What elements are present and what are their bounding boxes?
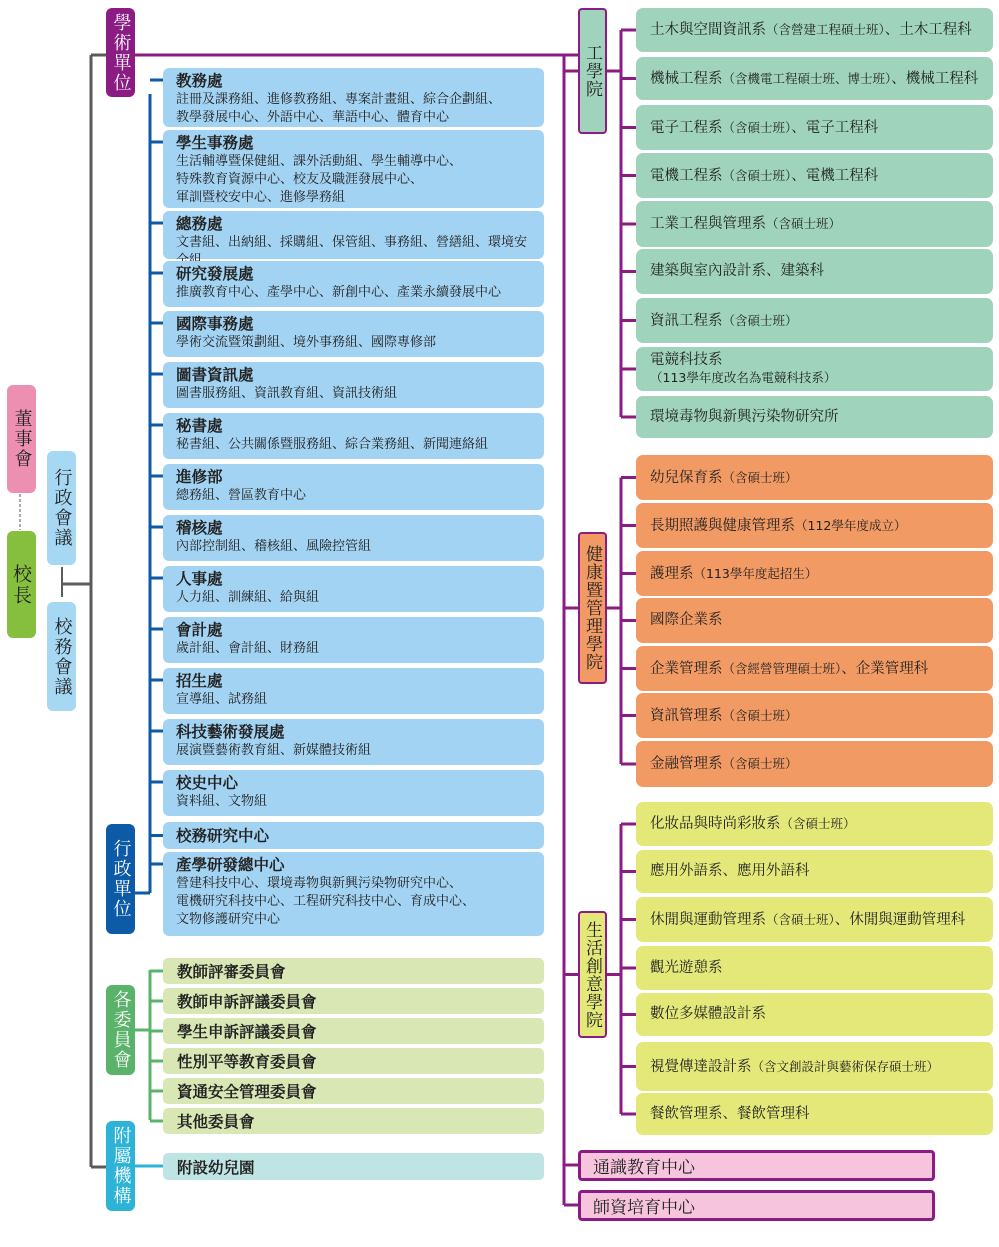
department-name-row (650, 312, 993, 330)
department-name: 長期照護與健康管理系 (650, 517, 795, 534)
department-name-row (650, 863, 993, 880)
department-item (636, 1093, 993, 1135)
department-extra: 、機械工程科 (891, 70, 979, 87)
department-item (636, 897, 993, 942)
committee-item (163, 1078, 544, 1104)
department-name: 護理系 (650, 565, 694, 582)
department-name-row (650, 1106, 993, 1123)
department-item (636, 153, 993, 198)
admin-unit-subunits: 總務組、營區教育中心 (176, 488, 307, 503)
department-name: 化妝品與時尚彩妝系 (650, 816, 781, 832)
admin-unit-subunits: 生活輔導暨保健組、課外活動組、學生輔導中心、 特殊教育資源中心、校友及職涯發展中心、 軍訓暨校安中心、進修學務組 (176, 154, 463, 205)
admin-unit-subunits: 營建科技中心、環境毒物與新興污染物研究中心、 電機研究科技中心、工程研究科技中心、育成中心、 文物修護研究中心 (176, 876, 476, 927)
department-name: 機械工程系 (650, 70, 723, 87)
admin-meeting-box (47, 451, 76, 565)
admin-unit (163, 852, 544, 936)
admin-unit-title: 學生事務處 (176, 134, 254, 152)
admin-unit-title: 科技藝術發展處 (176, 723, 285, 741)
admin-unit (163, 413, 544, 459)
department-note: （含經營管理碩士班） (722, 660, 842, 676)
department-name: 企業管理系 (650, 660, 723, 677)
admin-unit-subunits: 歲計組、會計組、財務組 (176, 641, 320, 656)
branch-label: 附屬機構 (110, 1126, 132, 1206)
committee-item (163, 1108, 544, 1134)
department-name-row (650, 612, 993, 629)
department-note: （含碩士班） (722, 469, 798, 485)
department-name-row (650, 215, 993, 233)
department-name: 視覺傳達設計系 (650, 1058, 752, 1075)
admin-unit-subunits: 秘書組、公共關係暨服務組、綜合業務組、新聞連絡組 (176, 437, 489, 452)
admin-unit (163, 211, 544, 259)
admin-unit-title: 教務處 (176, 72, 223, 90)
department-name-row (650, 755, 993, 773)
branch-academic (106, 8, 135, 97)
department-item (636, 598, 993, 643)
department-item (636, 646, 993, 691)
center-item (578, 1150, 935, 1181)
admin-unit-subunits: 圖書服務組、資訊教育組、資訊技術組 (176, 386, 398, 401)
department-name: 電競科技系 (650, 352, 723, 368)
college-box (578, 532, 607, 684)
admin-unit-title: 校務研究中心 (176, 826, 270, 845)
department-name-row (650, 960, 993, 977)
department-item (636, 201, 993, 247)
admin-unit-subunits: 文書組、出納組、採購組、保管組、事務組、營繕組、環境安 (176, 235, 528, 250)
department-item (636, 396, 993, 438)
department-name-row (650, 707, 993, 725)
department-name: 國際企業系 (650, 612, 723, 628)
department-name: 資訊管理系 (650, 707, 723, 724)
center-label: 師資培育中心 (593, 1198, 695, 1218)
department-name-row (650, 167, 993, 185)
admin-unit-subunits: 學術交流暨策劃組、境外事務組、國際專修部 (176, 335, 437, 350)
admin-unit-title: 總務處 (176, 215, 223, 233)
admin-unit (163, 130, 544, 208)
department-name: 工業工程與管理系 (650, 216, 766, 232)
department-name: 建築與室內設計系、建築科 (650, 263, 824, 279)
department-note: （含碩士班） (722, 312, 798, 328)
school-meeting-label: 校務會議 (51, 616, 73, 697)
department-note: （含碩士班） (722, 167, 792, 183)
department-name-row (650, 21, 993, 39)
college-box (578, 8, 607, 134)
branch-affiliated (106, 1121, 135, 1211)
department-note: （含碩士班） (780, 816, 856, 831)
admin-unit-subunits: 註冊及課務組、進修教務組、專案計畫組、綜合企劃組、 教學發展中心、外語中心、華語中心、體育中心 (176, 92, 502, 125)
department-name-row (650, 911, 993, 929)
admin-unit-title: 圖書資訊處 (176, 366, 254, 384)
college-box (578, 911, 607, 1038)
department-name: 休閒與運動管理系 (650, 911, 766, 928)
admin-unit (163, 617, 544, 663)
department-name: 土木與空間資訊系 (650, 22, 766, 38)
department-item (636, 57, 993, 100)
department-extra: 、休閒與運動管理科 (834, 911, 966, 928)
admin-unit-title: 進修部 (176, 468, 223, 486)
department-extra: 、土木工程科 (884, 22, 972, 38)
department-name-row (650, 119, 993, 137)
department-name-row (650, 660, 993, 678)
department-name: 餐飲管理系、餐飲管理科 (650, 1105, 810, 1122)
branch-label: 學術單位 (110, 12, 132, 93)
admin-unit (163, 822, 544, 849)
school-meeting-box (47, 602, 76, 711)
admin-meeting-label: 行政會議 (51, 468, 73, 548)
admin-unit (163, 362, 544, 408)
department-name: 資訊工程系 (650, 312, 723, 329)
department-item (636, 551, 993, 596)
board-label: 董事會 (11, 409, 33, 469)
committee-item (163, 958, 544, 984)
department-name: 幼兒保育系 (650, 469, 723, 486)
affiliated-label: 附設幼兒園 (177, 1158, 255, 1177)
department-note: （含文創設計與藝術保存碩士班） (751, 1058, 940, 1074)
department-name-row (650, 815, 993, 833)
admin-unit-title: 會計處 (176, 621, 223, 639)
branch-label: 行政單位 (110, 839, 132, 919)
department-name: 數位多媒體設計系 (650, 1006, 766, 1022)
department-name-row (650, 409, 993, 426)
admin-unit (163, 719, 544, 765)
department-note: （含碩士班） (766, 216, 842, 231)
admin-unit (163, 464, 544, 510)
department-name-row (650, 469, 993, 487)
admin-unit (163, 68, 544, 127)
department-note: （含碩士班） (722, 707, 798, 723)
committee-item (163, 1018, 544, 1044)
affiliated-item (163, 1153, 544, 1180)
admin-unit-title: 國際事務處 (176, 315, 254, 333)
department-name: 觀光遊憩系 (650, 959, 723, 976)
admin-unit-subunits: 宣導組、試務組 (176, 692, 268, 707)
department-item (636, 693, 993, 738)
department-item (636, 1042, 993, 1091)
department-item (636, 105, 993, 150)
admin-unit-subunits: 推廣教育中心、產學中心、新創中心、產業永續發展中心 (176, 285, 502, 300)
department-item (636, 347, 993, 391)
admin-unit (163, 668, 544, 714)
committee-item (163, 988, 544, 1014)
admin-unit-subunits: 內部控制組、稽核組、風險控管組 (176, 539, 372, 554)
admin-unit-title: 人事處 (176, 570, 223, 588)
center-label: 通識教育中心 (593, 1158, 695, 1178)
committee-item (163, 1048, 544, 1074)
admin-unit-title: 校史中心 (176, 774, 239, 792)
department-item (636, 455, 993, 500)
admin-unit (163, 566, 544, 612)
president-box (7, 531, 36, 638)
department-item (636, 802, 993, 846)
department-item (636, 249, 993, 294)
department-note: （含碩士班） (766, 911, 835, 927)
department-name-row (650, 1058, 993, 1076)
college-name: 健康暨管理學院 (582, 545, 602, 671)
department-name: 電機工程系 (650, 167, 723, 184)
admin-unit-title: 秘書處 (176, 417, 223, 435)
department-name-row (650, 517, 993, 535)
department-note: （含機電工程碩士班、博士班） (722, 70, 892, 86)
branch-label: 各委員會 (110, 990, 132, 1070)
department-extra: 、企業管理科 (841, 660, 929, 677)
department-note-line2: （113學年度改名為電競科技系） (650, 370, 837, 385)
department-item (636, 8, 993, 52)
department-extra: 、電機工程科 (791, 167, 879, 184)
committee-label: 資通安全管理委員會 (177, 1083, 317, 1101)
department-name-row (650, 352, 993, 369)
department-note: （含碩士班） (722, 119, 792, 135)
college-name: 工學院 (582, 44, 602, 98)
department-name: 應用外語系、應用外語科 (650, 863, 810, 879)
committee-label: 學生申訴評議委員會 (177, 1023, 317, 1041)
department-name: 金融管理系 (650, 756, 723, 772)
admin-unit-subunits: 展演暨藝術教育組、新媒體技術組 (176, 743, 372, 758)
department-item (636, 850, 993, 893)
president-label: 校長 (10, 563, 32, 606)
department-name-row (650, 565, 993, 583)
admin-unit-title: 產學研發總中心 (176, 856, 285, 874)
admin-unit-title: 研究發展處 (176, 265, 254, 283)
department-item (636, 993, 993, 1036)
department-name-row (650, 1006, 993, 1023)
admin-unit (163, 311, 544, 357)
college-name: 生活創意學院 (582, 920, 602, 1029)
department-note: （含碩士班） (722, 756, 798, 771)
admin-unit-subunits: 資料組、文物組 (176, 794, 268, 809)
committee-label: 性別平等教育委員會 (177, 1053, 317, 1071)
department-item (636, 946, 993, 990)
committee-label: 教師評審委員會 (177, 963, 286, 981)
admin-unit (163, 770, 544, 816)
department-item (636, 503, 993, 548)
department-name: 電子工程系 (650, 119, 723, 136)
department-item (636, 298, 993, 343)
admin-unit-title: 招生處 (176, 672, 223, 690)
department-item (636, 741, 993, 787)
admin-unit-title: 稽核處 (176, 519, 223, 537)
board-box (7, 385, 36, 493)
department-extra: 、電子工程科 (791, 119, 879, 136)
committee-label: 其他委員會 (177, 1113, 255, 1131)
admin-unit-subunits: 人力組、訓練組、給與組 (176, 590, 320, 605)
branch-administrative (106, 824, 135, 934)
department-name-row (650, 70, 993, 88)
department-note: （113學年度起招生） (693, 565, 818, 581)
department-name: 環境毒物與新興污染物研究所 (650, 408, 839, 425)
committee-label: 教師申訴評議委員會 (177, 993, 317, 1011)
branch-committees (106, 985, 135, 1075)
admin-unit (163, 515, 544, 561)
department-note: （112學年度成立） (795, 517, 907, 533)
center-item (578, 1190, 935, 1221)
admin-unit (163, 261, 544, 307)
department-name-row (650, 263, 993, 280)
department-note: （含營建工程碩士班） (766, 22, 885, 37)
